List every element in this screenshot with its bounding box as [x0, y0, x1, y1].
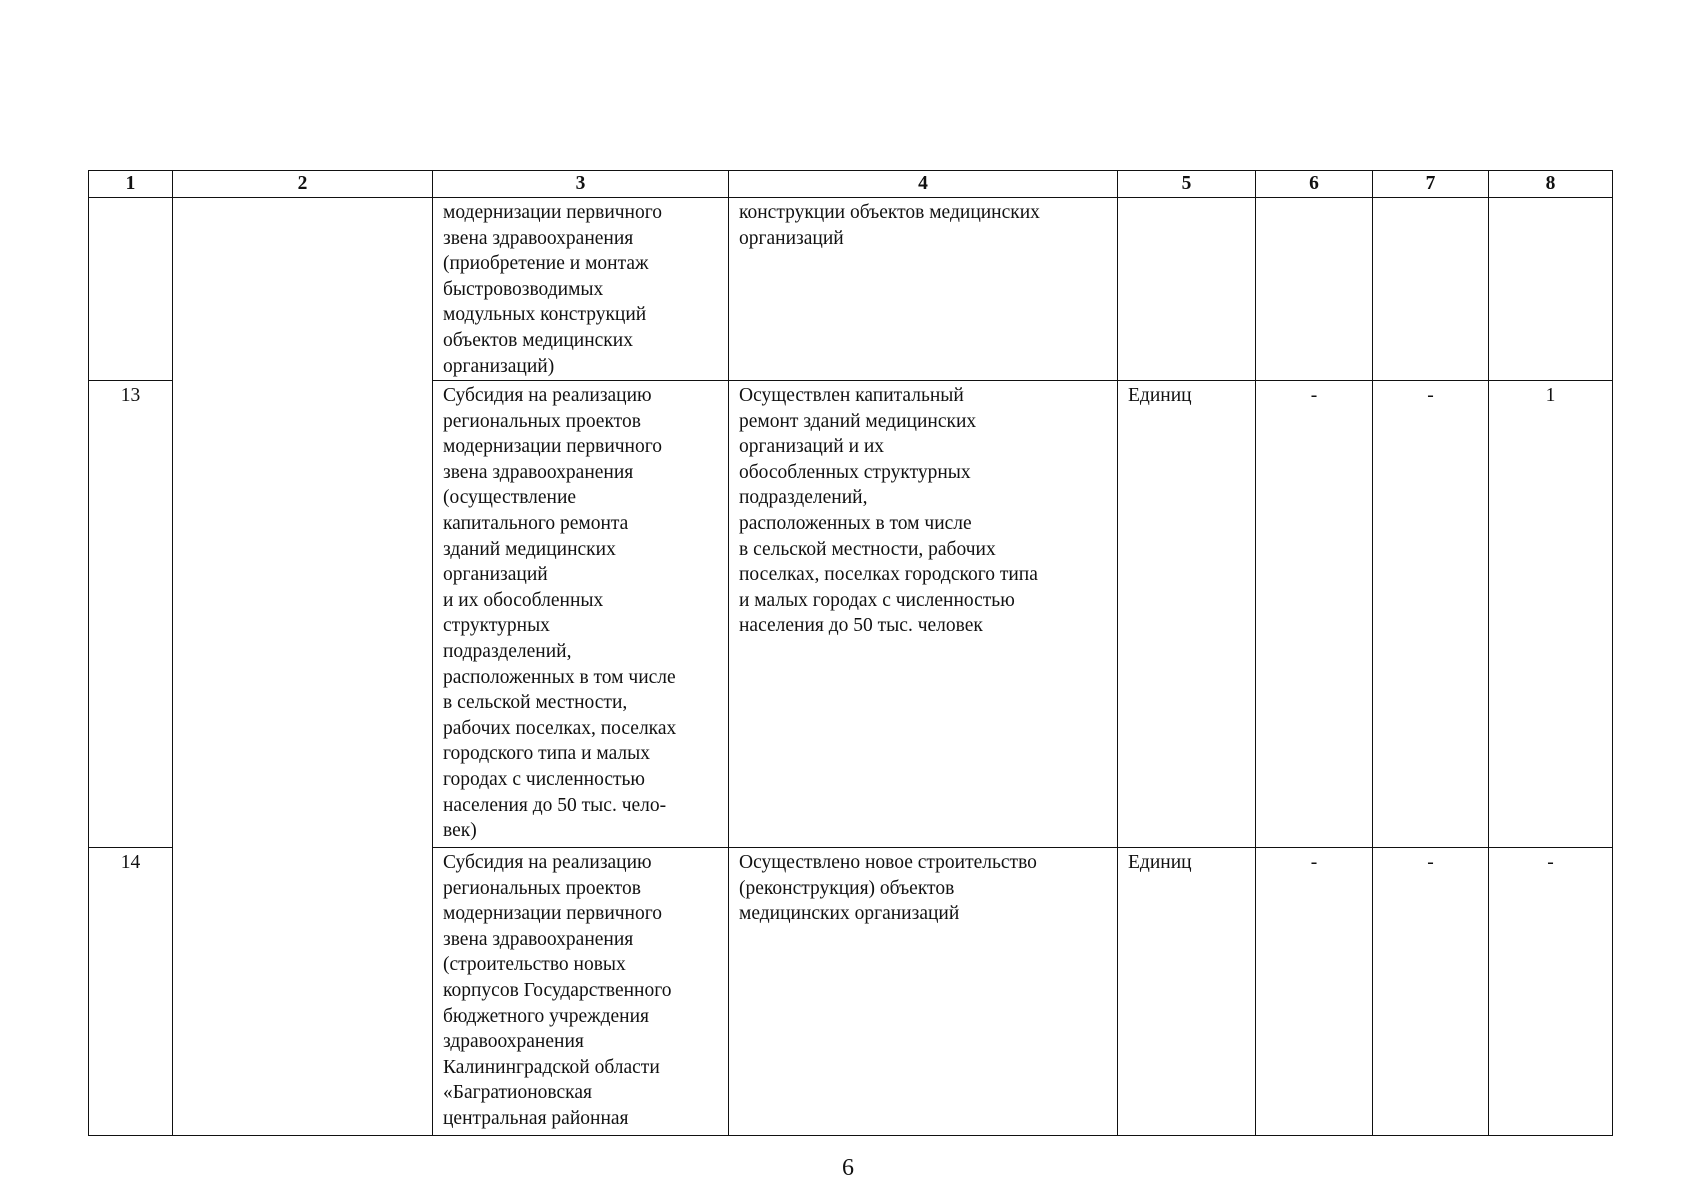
- header-cell-4: 4: [729, 171, 1118, 198]
- table-row: [89, 198, 1613, 381]
- header-row: [89, 171, 1613, 198]
- header-cell-7: 7: [1373, 171, 1489, 198]
- subsidy-description: Субсидия на реализацию региональных проектов модернизации первичного звена здравоохранения (строительство новых корпусов Государственного бюджетного учреждения здравоохранения Калининградской области «Багратионовская центральная районная: [433, 848, 729, 1136]
- header-cell-8: 8: [1489, 171, 1613, 198]
- value-cell-7: [1373, 198, 1489, 381]
- header-cell-2: 2: [173, 171, 433, 198]
- column-2-cell: [173, 198, 433, 1136]
- subsidy-description: модернизации первичного звена здравоохранения (приобретение и монтаж быстровозводимых модульных конструкций объектов медицинских организаций): [433, 198, 729, 381]
- page-number: 6: [842, 1155, 854, 1181]
- subsidy-description: Субсидия на реализацию региональных проектов модернизации первичного звена здравоохранения (осуществление капитального ремонта зданий медицинских организаций и их обособленных структурных подразделений, расположенных в том числе в сельской местности, рабочих поселках, поселках городского типа и малых городах с численностью населения до 50 тыс. чело- век): [433, 381, 729, 848]
- unit-cell: Единиц: [1118, 381, 1256, 848]
- header-cell-5: 5: [1118, 171, 1256, 198]
- value-cell-8: 1: [1489, 381, 1613, 848]
- result-description: конструкции объектов медицинских организаций: [729, 198, 1118, 381]
- unit-cell: Единиц: [1118, 848, 1256, 1136]
- document-table: [88, 170, 1613, 1136]
- value-cell-6: -: [1256, 848, 1373, 1136]
- header-cell-3: 3: [433, 171, 729, 198]
- header-cell-6: 6: [1256, 171, 1373, 198]
- row-number: 13: [89, 381, 173, 848]
- value-cell-6: -: [1256, 381, 1373, 848]
- value-cell-8: -: [1489, 848, 1613, 1136]
- result-description: Осуществлен капитальный ремонт зданий медицинских организаций и их обособленных структурных подразделений, расположенных в том числе в сельской местности, рабочих поселках, поселках городского типа и малых городах с численностью населения до 50 тыс. человек: [729, 381, 1118, 848]
- value-cell-6: [1256, 198, 1373, 381]
- row-number: 14: [89, 848, 173, 1136]
- value-cell-7: -: [1373, 381, 1489, 848]
- unit-cell: [1118, 198, 1256, 381]
- value-cell-7: -: [1373, 848, 1489, 1136]
- header-cell-1: 1: [89, 171, 173, 198]
- value-cell-8: [1489, 198, 1613, 381]
- row-number: [89, 198, 173, 381]
- result-description: Осуществлено новое строительство (реконструкция) объектов медицинских организаций: [729, 848, 1118, 1136]
